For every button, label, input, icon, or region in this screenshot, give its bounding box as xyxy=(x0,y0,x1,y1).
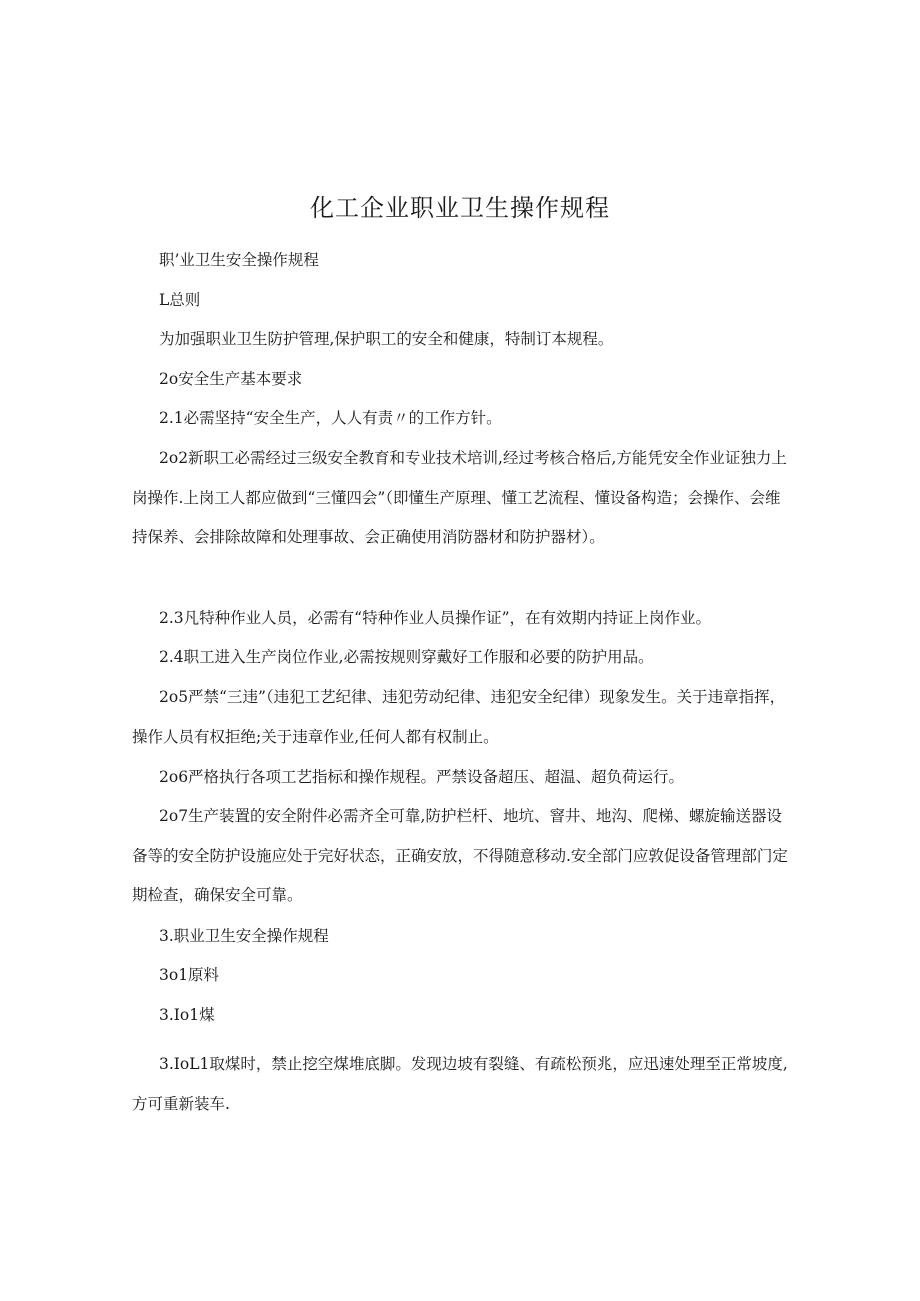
paragraph-2-5: 2o5严禁“三违”（违犯工艺纪律、违犯劳动纪律、违犯安全纪律）现象发生。关于违章指挥，操作人员有权拒绝;关于违章作业,任何人都有权制止。 xyxy=(132,688,786,746)
page-title: 化工企业职业卫生操作规程 xyxy=(310,194,610,222)
paragraph-section-1: L总则 xyxy=(159,291,201,309)
paragraph-2-6: 2o6严格执行各项工艺指标和操作规程。严禁设备超压、超温、超负荷运行。 xyxy=(159,768,685,786)
paragraph-purpose: 为加强职业卫生防护管理,保护职工的安全和健康，特制订本规程。 xyxy=(159,330,614,348)
paragraph-2-1: 2.1必需坚持“安全生产，人人有责〃的工作方针。 xyxy=(159,409,502,427)
paragraph-section-2: 2o安全生产基本要求 xyxy=(159,370,303,388)
paragraph-2-4: 2.4职工进入生产岗位作业,必需按规则穿戴好工作服和必要的防护用品。 xyxy=(159,648,654,666)
paragraph-3-1: 3o1原料 xyxy=(159,966,220,984)
paragraph-section-3: 3.职业卫生安全操作规程 xyxy=(159,927,329,945)
paragraph-3-1-1-1: 3.IoL1取煤时，禁止挖空煤堆底脚。发现边坡有裂缝、有疏松预兆，应迅速处理至正常坡度,方可重新装车. xyxy=(132,1055,788,1113)
paragraph-2-3: 2.3凡特种作业人员，必需有“特种作业人员操作证”，在有效期内持证上岗作业。 xyxy=(159,609,712,627)
paragraph-2-7: 2o7生产装置的安全附件必需齐全可靠,防护栏杆、地坑、窨井、地沟、爬梯、螺旋输送器设备等的安全防护设施应处于完好状态，正确安放，不得随意移动.安全部门应敦促设备管理部门定期检查，确保安全可靠。 xyxy=(132,807,788,904)
paragraph-2-2: 2o2新职工必需经过三级安全教育和专业技术培训,经过考核合格后,方能凭安全作业证独力上岗操作.上岗工人都应做到“三懂四会”（即懂生产原理、懂工艺流程、懂设备构造；会操作、会维持保养、会排除故障和处理事故、会正确使用消防器材和防护器材）。 xyxy=(132,449,787,546)
paragraph-subtitle: 职’业卫生安全操作规程 xyxy=(159,251,319,269)
paragraph-3-1-1: 3.Io1煤 xyxy=(159,1006,215,1024)
